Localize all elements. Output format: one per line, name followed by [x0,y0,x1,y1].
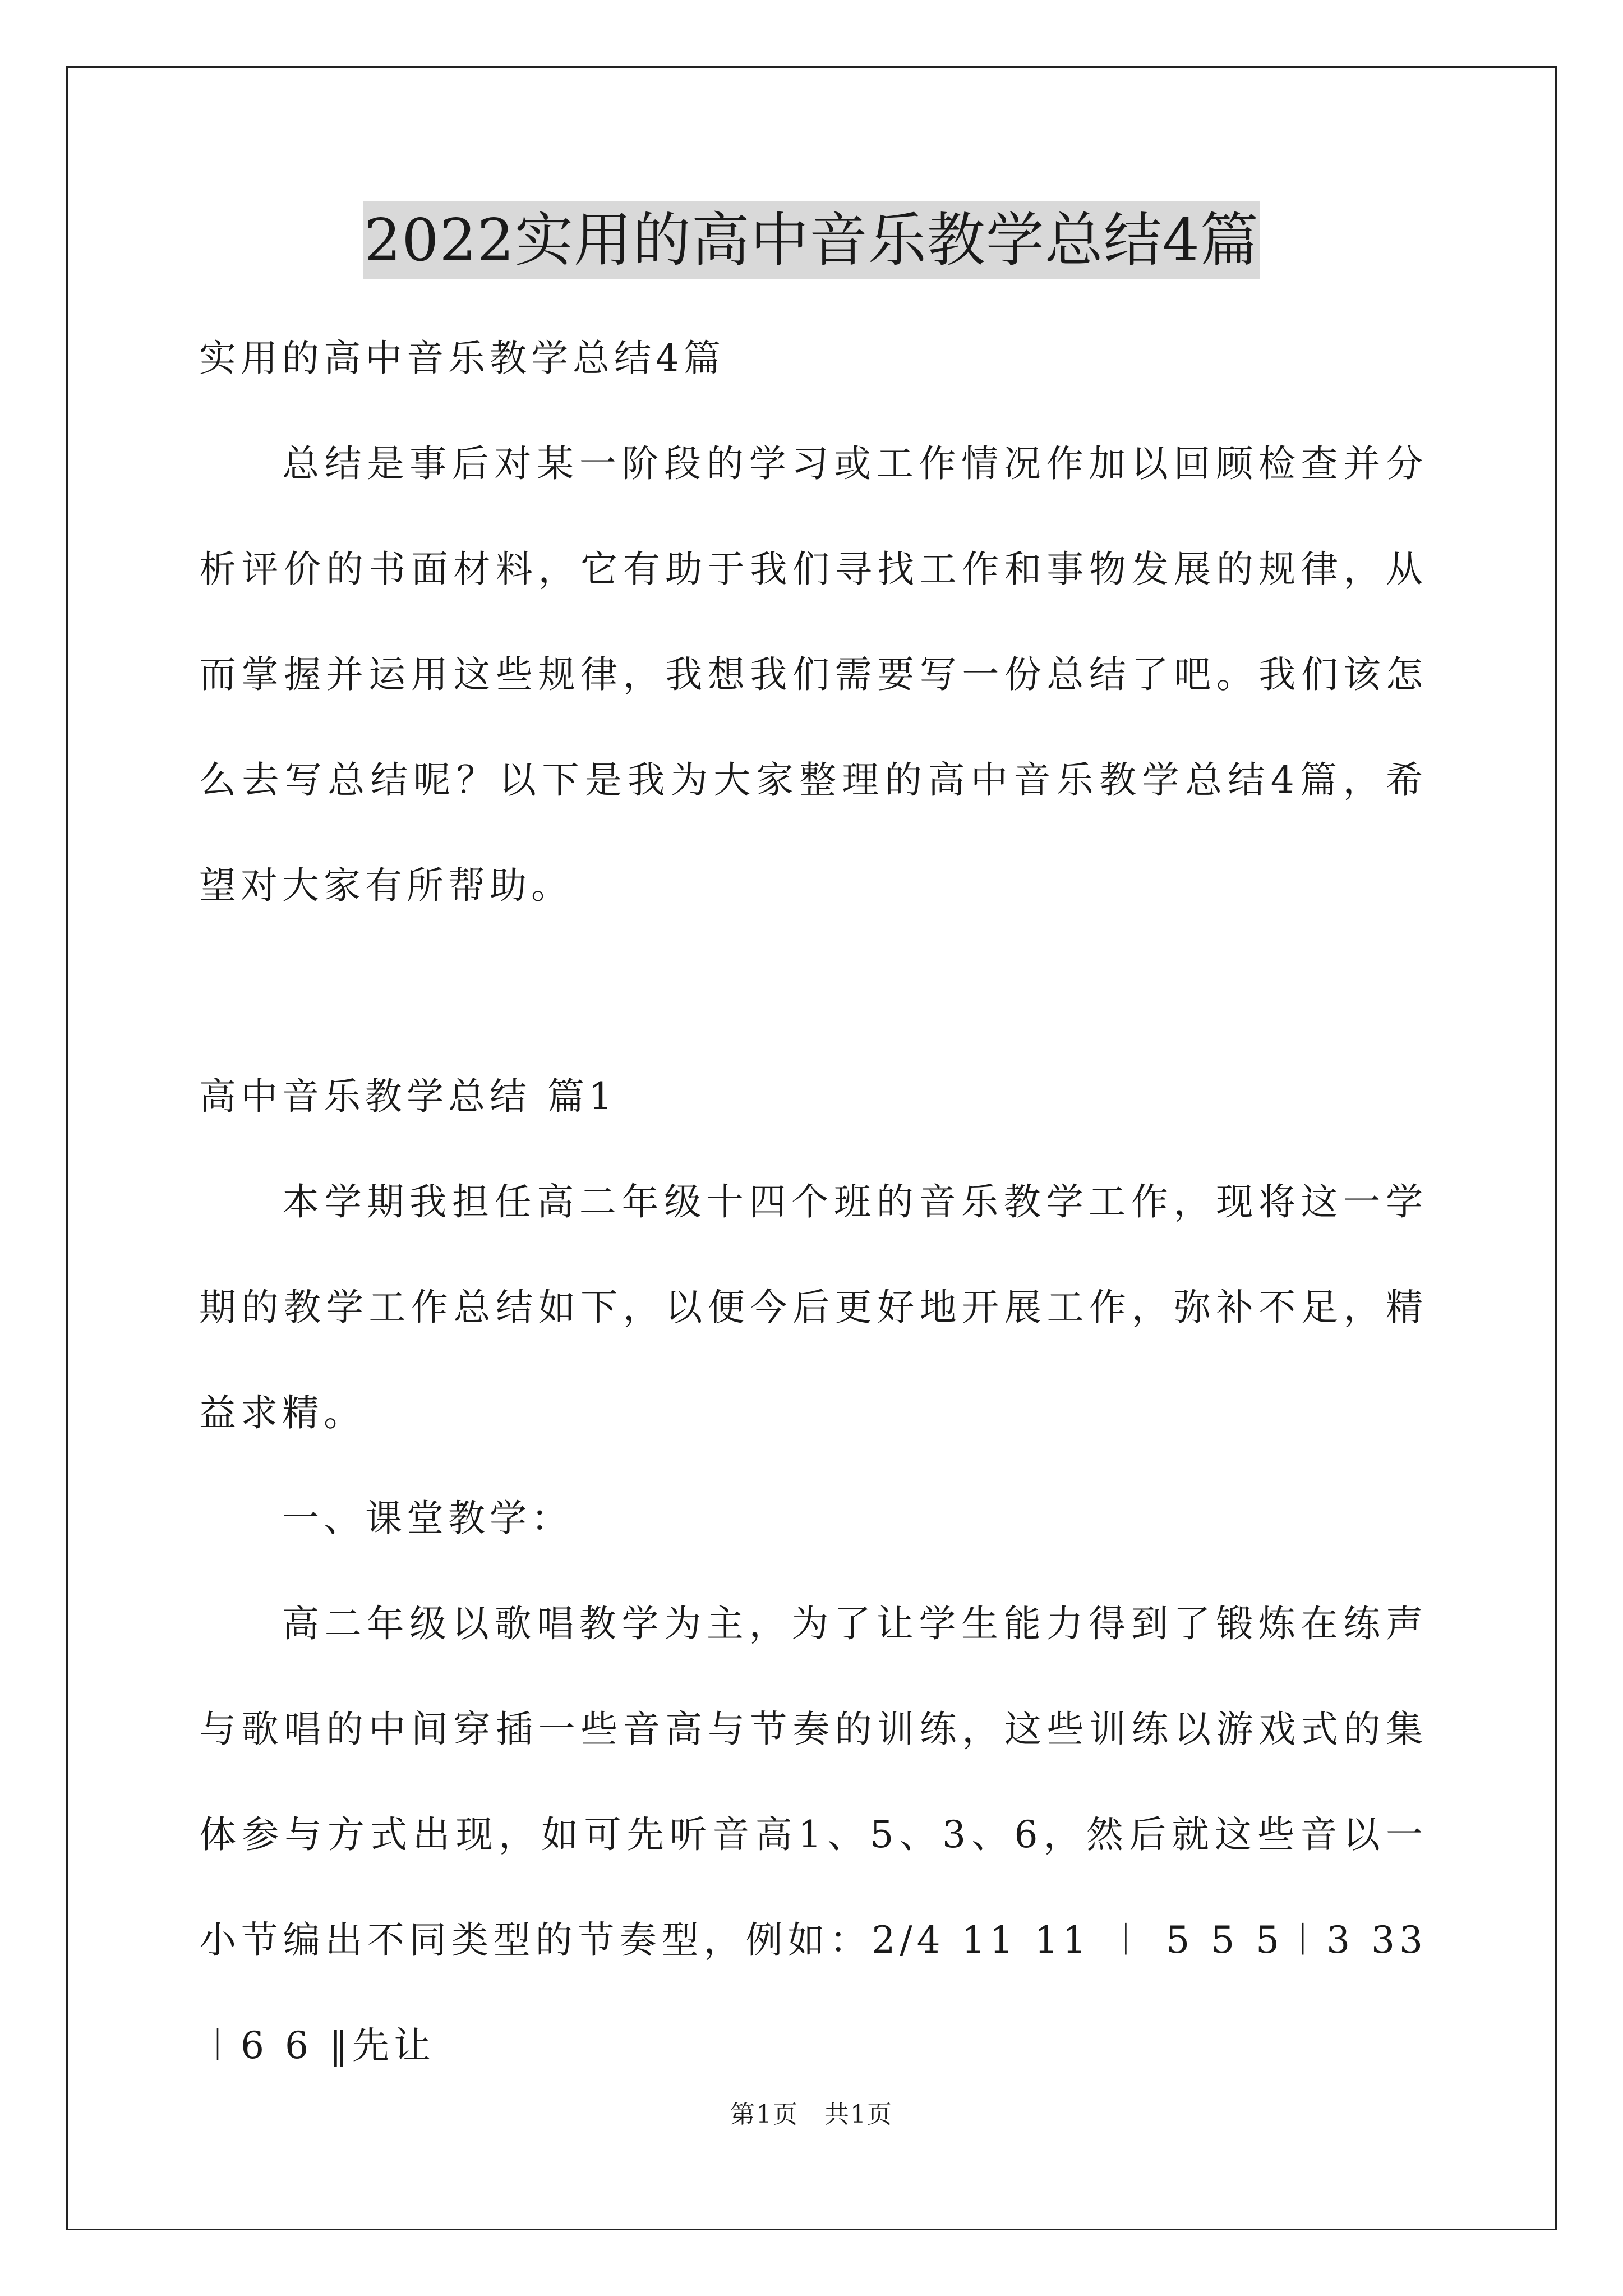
section-paragraph: 高二年级以歌唱教学为主，为了让学生能力得到了锻炼在练声与歌唱的中间穿插一些音高与节奏的训练，这些训练以游戏式的集体参与方式出现，如可先听音高1、5、3、6，然后就这些音以一小节编出不同类型的节奏型，例如：2/4 11 11 ︱ 5 5 5︱3 33︱6 6 ‖先让 [199,1602,1427,2067]
document-subtitle: 实用的高中音乐教学总结4篇 [199,337,725,380]
section-paragraph: 本学期我担任高二年级十四个班的音乐教学工作，现将这一学期的教学工作总结如下，以便今后更好地开展工作，弥补不足，精益求精。 [199,1180,1427,1434]
intro-paragraph: 总结是事后对某一阶段的学习或工作情况作加以回顾检查并分析评价的书面材料，它有助于我们寻找工作和事物发展的规律，从而掌握并运用这些规律，我想我们需要写一份总结了吧。我们该怎么去写总结呢？以下是我为大家整理的高中音乐教学总结4篇，希望对大家有所帮助。 [199,442,1427,907]
section-subheading: 一、课堂教学： [282,1497,573,1540]
page-footer: 第1页 共1页 [730,2100,893,2129]
section-gap [199,938,1427,1044]
document-body [199,306,1427,2099]
title-wrap [0,201,1623,279]
document-title: 2022实用的高中音乐教学总结4篇 [363,201,1260,279]
section-heading: 高中音乐教学总结 篇1 [199,1075,617,1118]
